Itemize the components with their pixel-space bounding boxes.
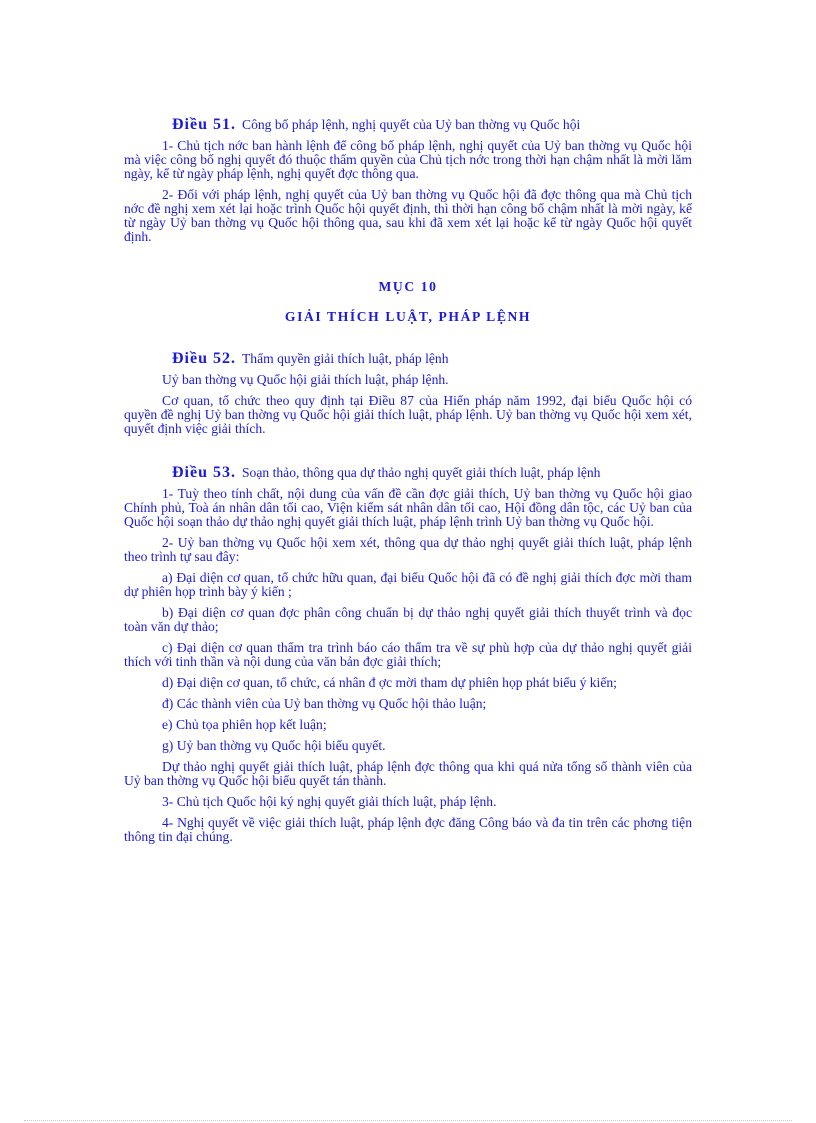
- article-52-paragraph-2: Cơ quan, tổ chức theo quy định tại Điều 87 của Hiến pháp năm 1992, đại biểu Quốc hội có quyền đề nghị Uỷ ban thờng vụ Quốc hội giải thích luật, pháp lệnh. Uỷ ban thờng vụ Quốc hội xem xét, quyết định việc giải thích.: [124, 393, 692, 436]
- article-52-heading: [124, 352, 692, 366]
- article-53-item-c: c) Đại diện cơ quan thẩm tra trình báo cáo thẩm tra về sự phù hợp của dự thảo nghị quyết giải thích với tinh thần và nội dung của văn bản đợc giải thích;: [124, 640, 692, 669]
- page-bottom-divider: [24, 1120, 792, 1121]
- article-51-clause-2: 2- Đối với pháp lệnh, nghị quyết của Uỷ ban thờng vụ Quốc hội đã đợc thông qua mà Chủ tịch nớc đề nghị xem xét lại hoặc trình Quốc hội quyết định, thì thời hạn công bố chậm nhất là mời ngày, kể từ ngày Uỷ ban thờng vụ Quốc hội thông qua, sau khi đã xem xét lại hoặc kể từ ngày Quốc hội quyết định.: [124, 187, 692, 244]
- article-53-clause-3: 3- Chủ tịch Quốc hội ký nghị quyết giải thích luật, pháp lệnh.: [162, 794, 497, 809]
- article-51-title: Công bố pháp lệnh, nghị quyết của Uỷ ban thờng vụ Quốc hội: [242, 117, 581, 132]
- section-number: MỤC 10: [378, 279, 438, 294]
- article-53-item-e: e) Chủ tọa phiên họp kết luận;: [162, 717, 327, 732]
- article-53-item-b: b) Đại diện cơ quan đợc phân công chuẩn bị dự thảo nghị quyết giải thích thuyết trình và đọc toàn văn dự thảo;: [124, 605, 692, 634]
- article-53-item-dd: đ) Các thành viên của Uỷ ban thờng vụ Quốc hội thảo luận;: [162, 696, 487, 711]
- article-51-heading: [124, 118, 692, 132]
- article-53-item-g: g) Uỷ ban thờng vụ Quốc hội biểu quyết.: [162, 738, 386, 753]
- article-53-clause-4: 4- Nghị quyết về việc giải thích luật, pháp lệnh đợc đăng Công báo và đa tin trên các phơng tiện thông tin đại chúng.: [124, 815, 692, 844]
- article-53-heading: [124, 466, 692, 480]
- article-52-number: Điều 52.: [172, 350, 236, 367]
- article-53-item-a: a) Đại diện cơ quan, tổ chức hữu quan, đại biểu Quốc hội đã có đề nghị giải thích đợc mời tham dự phiên họp trình bày ý kiến ;: [124, 570, 692, 599]
- article-52-title: Thẩm quyền giải thích luật, pháp lệnh: [242, 351, 449, 366]
- article-52-paragraph-1: Uỷ ban thờng vụ Quốc hội giải thích luật, pháp lệnh.: [162, 372, 449, 387]
- article-53-clause-1: 1- Tuỳ theo tính chất, nội dung của vấn đề cần đợc giải thích, Uỷ ban thờng vụ Quốc hội giao Chính phủ, Toà án nhân dân tối cao, Viện kiểm sát nhân dân tối cao, Hội đồng dân tộc, các Uỷ ban của Quốc hội soạn thảo dự thảo nghị quyết giải thích luật, pháp lệnh trình Uỷ ban thờng vụ Quốc hội.: [124, 486, 692, 529]
- article-53-title: Soạn thảo, thông qua dự thảo nghị quyết giải thích luật, pháp lệnh: [242, 465, 601, 480]
- article-53-number: Điều 53.: [172, 464, 236, 481]
- article-51-number: Điều 51.: [172, 116, 236, 133]
- section-title: GIẢI THÍCH LUẬT, PHÁP LỆNH: [284, 309, 532, 324]
- document-page: [124, 118, 692, 844]
- article-53-item-d: d) Đại diện cơ quan, tổ chức, cá nhân đ ợc mời tham dự phiên họp phát biểu ý kiến;: [162, 675, 617, 690]
- article-53-approval-paragraph: Dự thảo nghị quyết giải thích luật, pháp lệnh đợc thông qua khi quá nửa tổng số thành viên của Uỷ ban thờng vụ Quốc hội biểu quyết tán thành.: [124, 759, 692, 788]
- article-51-clause-1: 1- Chủ tịch nớc ban hành lệnh để công bố pháp lệnh, nghị quyết của Uỷ ban thờng vụ Quốc hội mà việc công bố nghị quyết đó thuộc thẩm quyền của Chủ tịch nớc trong thời hạn chậm nhất là mời lăm ngày, kể từ ngày pháp lệnh, nghị quyết đợc thông qua.: [124, 138, 692, 181]
- article-53-clause-2: 2- Uỷ ban thờng vụ Quốc hội xem xét, thông qua dự thảo nghị quyết giải thích luật, pháp lệnh theo trình tự sau đây:: [124, 535, 692, 564]
